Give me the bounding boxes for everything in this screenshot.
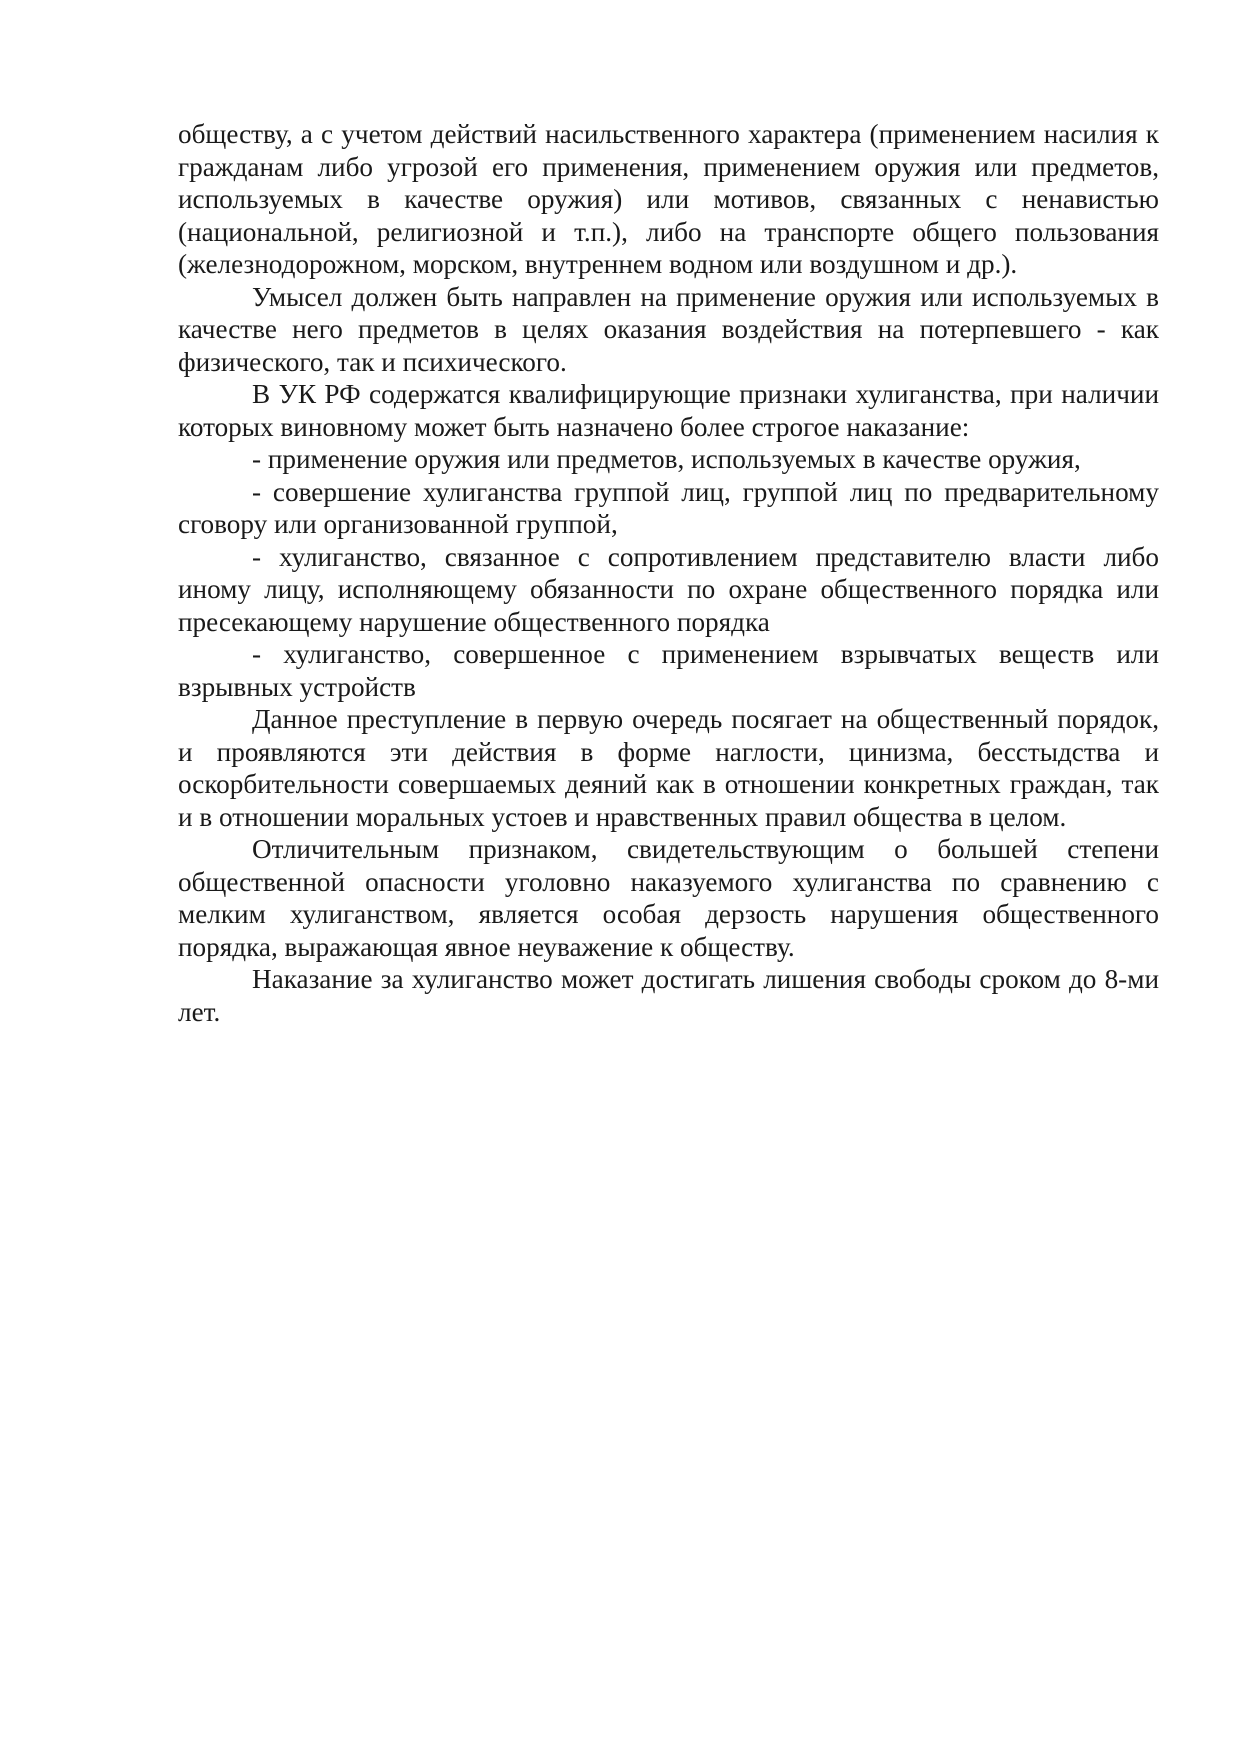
paragraph-qualifying-signs: В УК РФ содержатся квалифицирующие признаки хулиганства, при наличии которых виновному может быть назначено более строгое наказание: (178, 379, 1159, 442)
list-item-group: - совершение хулиганства группой лиц, группой лиц по предварительному сговору или организованной группой, (178, 476, 1159, 539)
paragraph-distinctive-sign: Отличительным признаком, свидетельствующим о большей степени общественной опасности уголовно наказуемого хулиганства по сравнению с мелким хулиганством, является особая дерзость нарушения общественного порядка, выражающая явное неуважение к обществу. (178, 834, 1159, 962)
list-item-resistance: - хулиганство, связанное с сопротивлением представителю власти либо иному лицу, исполняющему обязанности по охране общественного порядка или пресекающему нарушение общественного порядка (178, 541, 1159, 637)
list-item-explosives: - хулиганство, совершенное с применением взрывчатых веществ или взрывных устройств (178, 639, 1159, 702)
paragraph-continuation: обществу, а с учетом действий насильственного характера (применением насилия к гражданам либо угрозой его применения, применением оружия или предметов, используемых в качестве оружия) или мотивов, связанных с ненавистью (национальной, религиозной и т.п.), либо на транспорте общего пользования (железнодорожном, морском, внутреннем водном или воздушном и др.). (178, 119, 1159, 279)
paragraph-intent: Умысел должен быть направлен на применение оружия или используемых в качестве него предметов в целях оказания воздействия на потерпевшего - как физического, так и психического. (178, 281, 1159, 377)
paragraph-public-order: Данное преступление в первую очередь посягает на общественный порядок, и проявляются эти действия в форме наглости, цинизма, бесстыдства и оскорбительности совершаемых деяний как в отношении конкретных граждан, так и в отношении моральных устоев и нравственных правил общества в целом. (178, 704, 1159, 832)
paragraph-punishment: Наказание за хулиганство может достигать лишения свободы сроком до 8-ми лет. (178, 964, 1159, 1027)
list-item-weapon-use: - применение оружия или предметов, используемых в качестве оружия, (252, 444, 1081, 474)
document-body (178, 118, 1159, 1028)
